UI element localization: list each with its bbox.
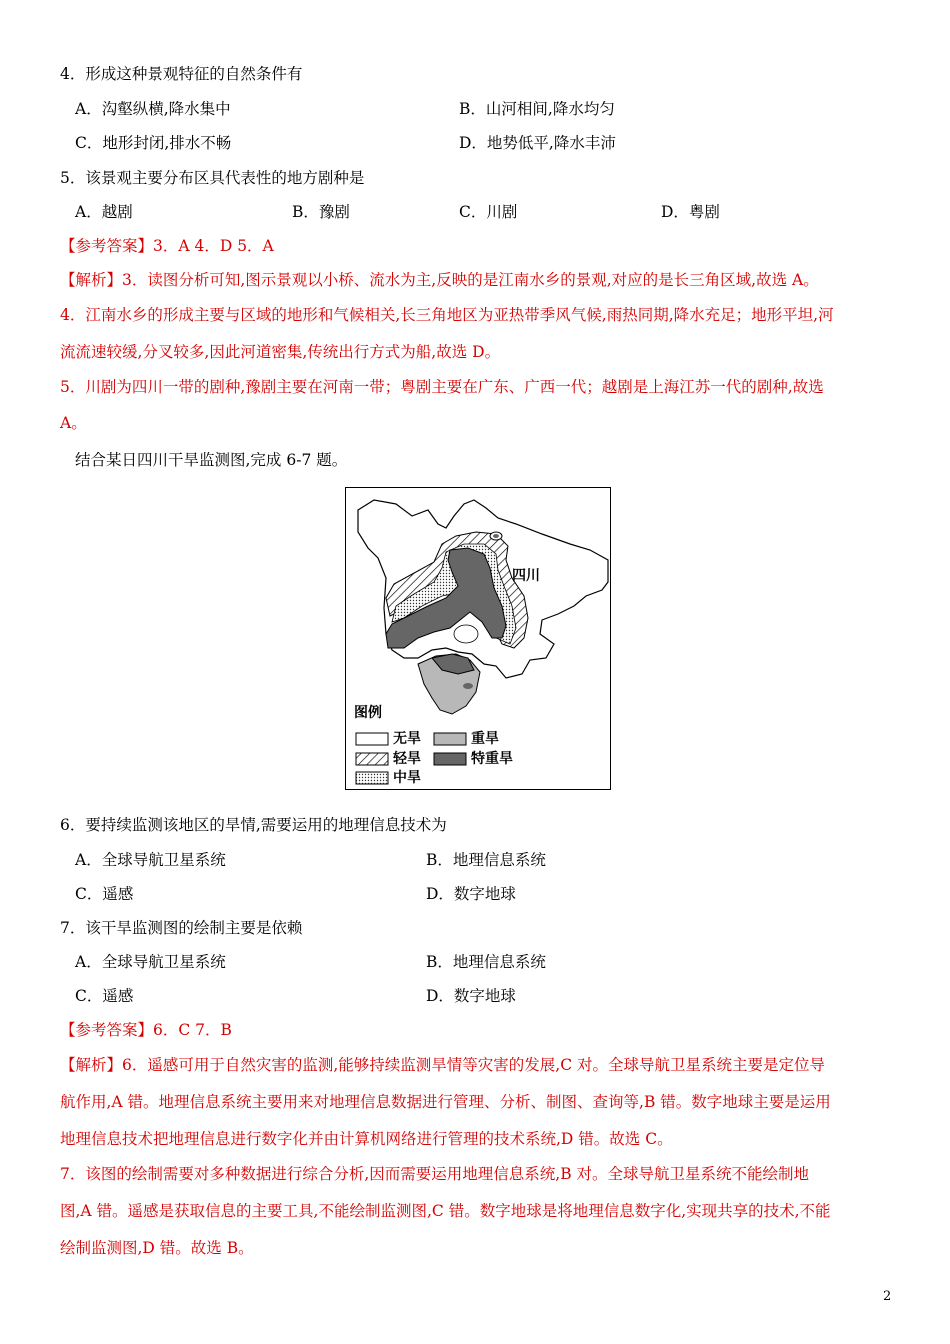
q7-option-a: A．全球导航卫星系统 [75, 953, 226, 971]
q6-option-c: C．遥感 [75, 885, 134, 903]
answer-key-1: 【参考答案】3．A 4．D 5．A [60, 237, 274, 255]
q7-stem: 7．该干旱监测图的绘制主要是依赖 [60, 919, 303, 937]
legend-title: 图例 [354, 705, 382, 721]
analysis-2-line-5: 图,A 错。遥感是获取信息的主要工具,不能绘制监测图,C 错。数字地球是将地理信息数字化,实现共享的技术,不能 [60, 1202, 831, 1220]
q4-stem: 4．形成这种景观特征的自然条件有 [60, 65, 303, 83]
q5-option-d: D．粤剧 [661, 203, 720, 221]
map-severe-spot [463, 683, 473, 689]
analysis-1-line-5: A。 [60, 414, 87, 432]
map-region-label: 四川 [512, 568, 540, 584]
analysis-2-line-3: 地理信息技术把地理信息进行数字化并由计算机网络进行管理的技术系统,D 错。故选 C。 [60, 1130, 673, 1148]
legend-swatch-light [356, 753, 388, 765]
analysis-1-line-2: 4．江南水乡的形成主要与区域的地形和气候相关,长三角地区为亚热带季风气候,雨热同期,降水充足；地形平坦,河 [60, 306, 834, 324]
q5-option-b: B．豫剧 [292, 203, 350, 221]
q4-option-b: B．山河相间,降水均匀 [459, 100, 615, 118]
q6-option-b: B．地理信息系统 [426, 851, 546, 869]
q6-stem: 6．要持续监测该地区的旱情,需要运用的地理信息技术为 [60, 816, 447, 834]
legend-label-none: 无旱 [393, 731, 421, 747]
analysis-1-line-3: 流流速较缓,分叉较多,因此河道密集,传统出行方式为船,故选 D。 [60, 343, 501, 361]
q7-option-b: B．地理信息系统 [426, 953, 546, 971]
legend-swatch-moderate [356, 772, 388, 784]
page-number: 2 [883, 1289, 892, 1304]
analysis-2-line-6: 绘制监测图,D 错。故选 B。 [60, 1239, 254, 1257]
analysis-2-line-4: 7．该图的绘制需要对多种数据进行综合分析,因而需要运用地理信息系统,B 对。全球导航卫星系统不能绘制地 [60, 1165, 810, 1183]
analysis-1-line-1: 【解析】3．读图分析可知,图示景观以小桥、流水为主,反映的是江南水乡的景观,对应的是长三角区域,故选 A。 [60, 271, 819, 289]
analysis-1-line-4: 5．川剧为四川一带的剧种,豫剧主要在河南一带；粤剧主要在广东、广西一代；越剧是上海江苏一代的剧种,故选 [60, 378, 824, 396]
analysis-2-line-2: 航作用,A 错。地理信息系统主要用来对地理信息数据进行管理、分析、制图、查询等,B 错。数字地球主要是运用 [60, 1093, 831, 1111]
map-lake [454, 625, 478, 643]
question-intro: 结合某日四川干旱监测图,完成 6-7 题。 [75, 451, 348, 469]
q5-option-c: C．川剧 [459, 203, 518, 221]
legend-swatch-extreme [434, 753, 466, 765]
drought-map-figure [345, 487, 611, 790]
answer-key-2: 【参考答案】6．C 7．B [60, 1021, 232, 1039]
legend-label-light: 轻旱 [393, 751, 421, 767]
legend-label-severe: 重旱 [471, 731, 499, 747]
legend-label-extreme: 特重旱 [471, 751, 513, 767]
q4-option-d: D．地势低平,降水丰沛 [459, 134, 616, 152]
q5-stem: 5．该景观主要分布区具代表性的地方剧种是 [60, 169, 365, 187]
q4-option-c: C．地形封闭,排水不畅 [75, 134, 232, 152]
analysis-2-line-1: 【解析】6．遥感可用于自然灾害的监测,能够持续监测旱情等灾害的发展,C 对。全球导航卫星系统主要是定位导 [60, 1056, 826, 1074]
legend-swatch-none [356, 733, 388, 745]
q4-option-a: A．沟壑纵横,降水集中 [75, 100, 231, 118]
q6-option-a: A．全球导航卫星系统 [75, 851, 226, 869]
legend-swatch-severe [434, 733, 466, 745]
q5-option-a: A．越剧 [75, 203, 133, 221]
q7-option-c: C．遥感 [75, 987, 134, 1005]
q6-option-d: D．数字地球 [426, 885, 516, 903]
map-small-lake-core [493, 534, 499, 538]
q7-option-d: D．数字地球 [426, 987, 516, 1005]
legend-label-moderate: 中旱 [393, 770, 421, 786]
